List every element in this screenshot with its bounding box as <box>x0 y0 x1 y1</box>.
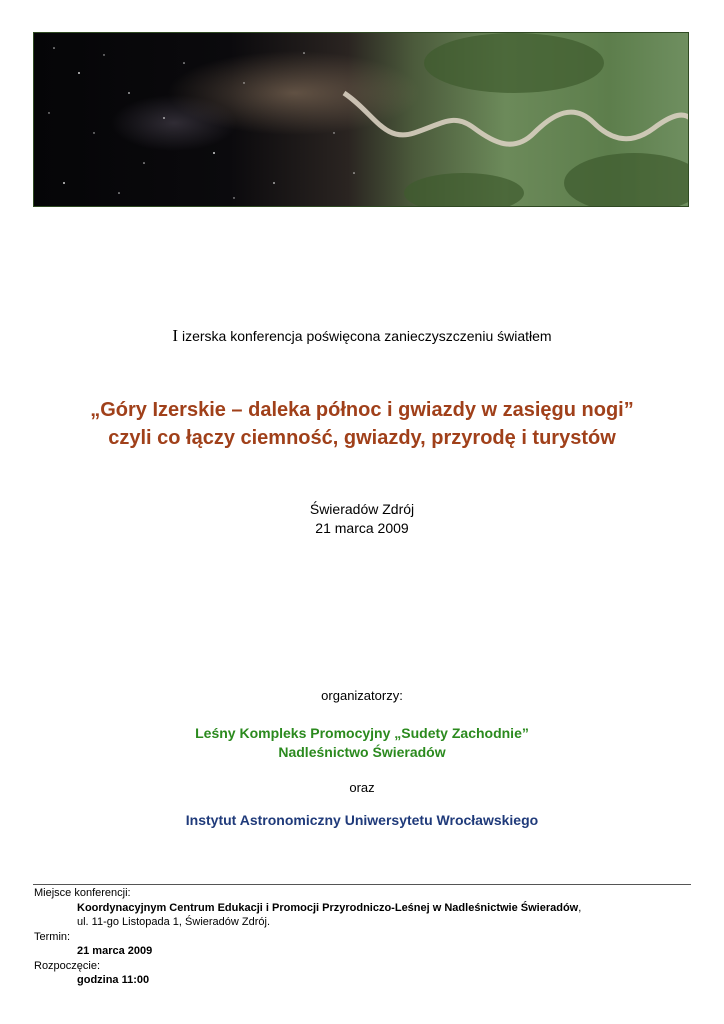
start-label: Rozpoczęcie: <box>34 959 101 972</box>
venue-name-line <box>34 901 684 916</box>
venue-name: Koordynacyjnym Centrum Edukacji i Promocji Przyrodniczo-Leśnej w Nadleśnictwie Świeradów <box>77 901 579 914</box>
venue-address: ul. 11-go Listopada 1, Świeradów Zdrój. <box>77 916 271 928</box>
header-banner-image <box>33 32 689 207</box>
secondary-organizer: Instytut Astronomiczny Uniwersytetu Wrocławskiego <box>185 812 539 828</box>
river-path <box>344 93 689 144</box>
conference-title <box>0 396 724 452</box>
primary-organizer-line-2: Nadleśnictwo Świeradów <box>278 744 446 760</box>
conference-subtitle <box>0 326 724 346</box>
edition-numeral: I <box>172 326 179 345</box>
conference-description: izerska konferencja poświęcona zanieczyszczeniu światłem <box>181 328 552 344</box>
primary-organizer <box>0 724 724 762</box>
event-details-footer <box>34 886 684 988</box>
event-location-date <box>0 500 724 538</box>
footer-divider <box>33 884 691 885</box>
date-value: 21 marca 2009 <box>77 945 153 957</box>
organizers-conjunction: oraz <box>349 780 375 795</box>
venue-separator: , <box>578 901 582 914</box>
event-place: Świeradów Zdrój <box>309 501 415 517</box>
title-line-1: „Góry Izerskie – daleka północ i gwiazdy w zasięgu nogi” <box>90 399 634 421</box>
banner-landscape-graphic <box>34 33 689 207</box>
title-line-2: czyli co łączy ciemność, gwiazdy, przyrodę i turystów <box>108 427 616 449</box>
primary-organizer-line-1: Leśny Kompleks Promocyjny „Sudety Zachodnie” <box>195 725 529 741</box>
venue-label: Miejsce konferencji: <box>34 887 131 899</box>
starfield <box>48 47 355 199</box>
start-value: godzina 11:00 <box>77 974 150 986</box>
date-label: Termin: <box>34 930 71 943</box>
event-date: 21 marca 2009 <box>315 520 409 536</box>
organizers-label: organizatorzy: <box>321 688 403 703</box>
